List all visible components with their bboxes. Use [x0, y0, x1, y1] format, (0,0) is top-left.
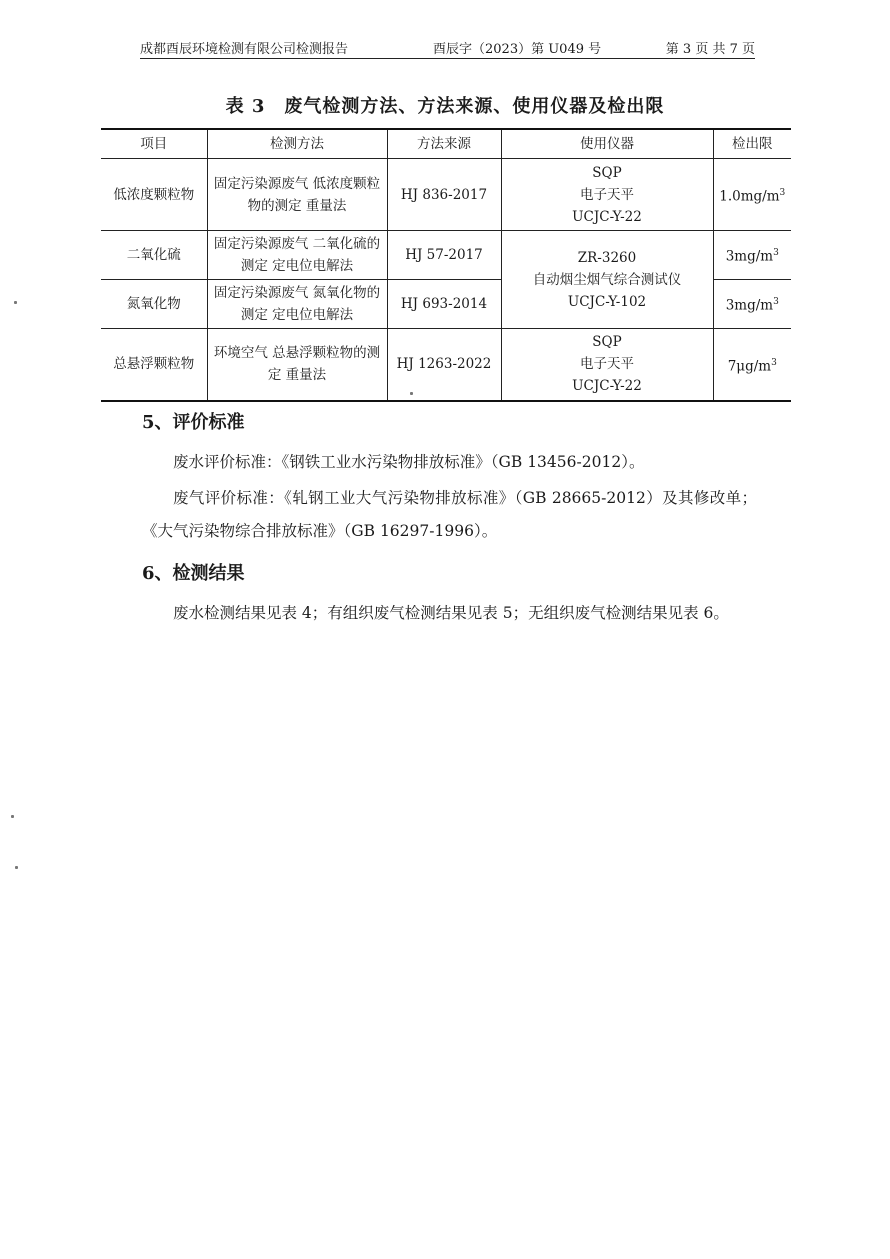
instrument-id: UCJC-Y-22	[572, 208, 642, 225]
col-header-limit: 检出限	[713, 129, 791, 159]
cell-limit	[713, 329, 791, 401]
section-5-title: 5、评价标准	[142, 412, 245, 433]
instrument-model: SQP	[592, 334, 622, 351]
page-number: 第 3 页 共 7 页	[665, 42, 755, 57]
limit-exponent: 3	[779, 187, 786, 198]
limit-value: 7μg/m	[727, 358, 772, 374]
cell-item: 总悬浮颗粒物	[101, 329, 207, 401]
col-header-source: 方法来源	[387, 129, 501, 159]
cell-source: HJ 1263-2022	[387, 329, 501, 401]
cell-item: 氮氧化物	[101, 280, 207, 329]
cell-method: 固定污染源废气 低浓度颗粒物的测定 重量法	[207, 159, 387, 231]
cell-method: 固定污染源废气 二氧化硫的测定 定电位电解法	[207, 231, 387, 280]
scan-speck	[15, 866, 18, 869]
table-row	[101, 231, 791, 280]
cell-instrument	[501, 159, 713, 231]
report-company: 成都酉辰环境检测有限公司检测报告	[140, 42, 349, 57]
report-number: 酉辰字（2023）第 U049 号	[433, 42, 602, 57]
limit-value: 3mg/m	[725, 248, 774, 265]
scan-speck	[410, 392, 413, 395]
limit-exponent: 3	[773, 297, 779, 308]
instrument-id: UCJC-Y-102	[567, 293, 647, 310]
table-row	[101, 159, 791, 231]
limit-value: 3mg/m	[725, 297, 774, 314]
cell-limit	[713, 159, 791, 231]
cell-item: 低浓度颗粒物	[101, 159, 207, 231]
cell-instrument	[501, 329, 713, 401]
col-header-instrument: 使用仪器	[501, 129, 713, 159]
instrument-model: SQP	[592, 164, 622, 181]
section-6-title: 6、检测结果	[142, 563, 245, 584]
limit-exponent: 3	[773, 248, 779, 259]
cell-source: HJ 693-2014	[387, 280, 501, 329]
limit-value: 1.0mg/m	[719, 188, 780, 205]
cell-limit	[713, 231, 791, 280]
col-header-method: 检测方法	[207, 129, 387, 159]
table-header-row	[101, 129, 791, 159]
scan-speck	[11, 815, 14, 818]
cell-method: 固定污染源废气 氮氧化物的测定 定电位电解法	[207, 280, 387, 329]
cell-source: HJ 57-2017	[387, 231, 501, 280]
scan-speck	[14, 301, 17, 304]
cell-limit	[713, 280, 791, 329]
cell-method: 环境空气 总悬浮颗粒物的测定 重量法	[207, 329, 387, 401]
instrument-name: 电子天平	[580, 186, 634, 203]
cell-source: HJ 836-2017	[387, 159, 501, 231]
col-header-item: 项目	[101, 129, 207, 159]
limit-exponent: 3	[771, 357, 777, 368]
instrument-name: 自动烟尘烟气综合测试仪	[532, 271, 682, 288]
page-header	[140, 36, 755, 59]
instrument-name: 电子天平	[580, 356, 634, 373]
table-caption: 表 3 废气检测方法、方法来源、使用仪器及检出限	[225, 96, 665, 117]
cell-item: 二氧化硫	[101, 231, 207, 280]
exhaust-gas-standard-paragraph: 废气评价标准：《轧钢工业大气污染物排放标准》（GB 28665-2012）及其修改单；《大气污染物综合排放标准》（GB 16297-1996）。	[142, 489, 757, 540]
wastewater-standard-paragraph: 废水评价标准：《钢铁工业水污染物排放标准》（GB 13456-2012）。	[173, 453, 645, 471]
table-row	[101, 329, 791, 401]
detection-methods-table	[101, 128, 791, 402]
instrument-id: UCJC-Y-22	[572, 378, 642, 395]
cell-instrument	[501, 231, 713, 329]
results-paragraph: 废水检测结果见表 4；有组织废气检测结果见表 5；无组织废气检测结果见表 6。	[173, 604, 729, 622]
instrument-model: ZR-3260	[577, 249, 637, 266]
